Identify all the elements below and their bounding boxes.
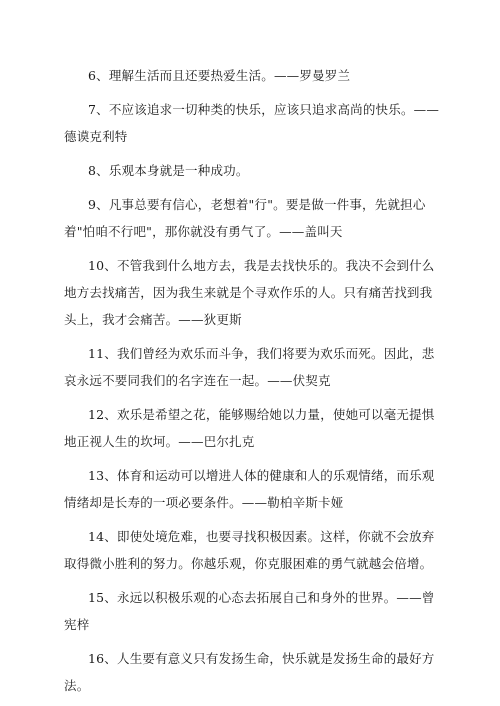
quote-item: 6、理解生活而且还要热爱生活。——罗曼罗兰 <box>88 68 351 83</box>
quote-item: 10、不管我到什么地方去，我是去找快乐的。我决不会到什么地方去找痛苦，因为我生来就是个寻欢作乐的人。只有痛苦找到我头上，我才会痛苦。——狄更斯 <box>64 258 435 327</box>
quote-item: 13、体育和运动可以增进人体的健康和人的乐观情绪，而乐观情绪却是长寿的一项必要条件。——勒柏辛斯卡娅 <box>64 468 435 510</box>
quote-list <box>64 62 444 706</box>
quote-item: 8、乐观本身就是一种成功。 <box>88 163 249 178</box>
quote-item: 14、即使处境危难，也要寻找积极因素。这样，你就不会放弃取得微小胜利的努力。你越乐观，你克服困难的勇气就越会倍增。 <box>64 529 435 571</box>
quote-item: 15、永远以积极乐观的心态去拓展自己和身外的世界。——曾宪梓 <box>64 590 435 632</box>
quote-item: 16、人生要有意义只有发扬生命，快乐就是发扬生命的最好方法。 <box>64 651 435 693</box>
quote-item: 9、凡事总要有信心，老想着"行"。要是做一件事，先就担心着"怕咱不行吧"，那你就没有勇气了。——盖叫天 <box>64 197 426 239</box>
quote-item: 7、不应该追求一切种类的快乐，应该只追求高尚的快乐。——德谟克利特 <box>64 102 440 144</box>
quote-item: 11、我们曾经为欢乐而斗争，我们将要为欢乐而死。因此，悲哀永远不要同我们的名字连在一起。——伏契克 <box>64 346 435 388</box>
quote-item: 12、欢乐是希望之花，能够赐给她以力量，使她可以毫无提惧地正视人生的坎坷。——巴尔扎克 <box>64 407 435 449</box>
